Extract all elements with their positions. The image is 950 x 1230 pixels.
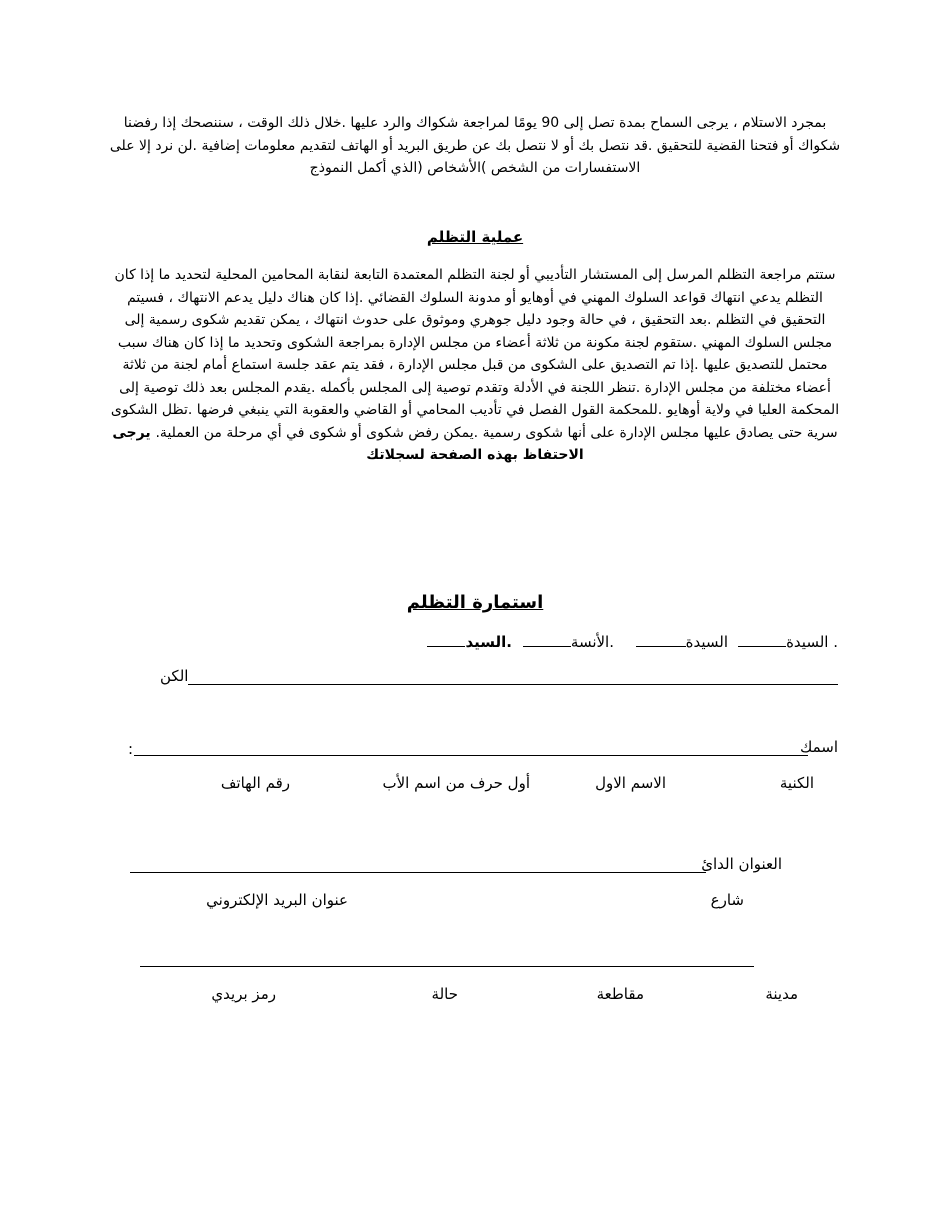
- email-caption: عنوان البريد الإلكتروني: [206, 891, 348, 909]
- process-title: عملية التظلم: [426, 228, 524, 246]
- honorific-miss-label: .الأنسة: [570, 633, 614, 651]
- city-state-zip-field[interactable]: [140, 966, 754, 967]
- city-caption: مدينة: [765, 985, 798, 1003]
- process-text: ستتم مراجعة التظلم المرسل إلى المستشار التأديبي أو لجنة التظلم المعتمدة التابعة لنقابة المحامين المحلية لتحديد ما إذا كان التظلم يدعي انتهاك قواعد السلوك المهني في أوهايو أو مدونة السلوك القضائي .إذا كان هناك دليل يدعم الانتهاك ، فسيتم التحقيق في التظلم .بعد التحقيق ، في حالة وجود دليل جوهري وموثوق على حدوث انتهاك ، يمكن تقديم شكوى رسمية إلى مجلس السلوك المهني .ستقوم لجنة مكونة من ثلاثة أعضاء من مجلس الإدارة بمراجعة الشكوى وتحديد ما إذا كان هناك سبب محتمل للتصديق عليها .إذا تم التصديق على الشكوى من قبل مجلس الإدارة ، فقد يتم عقد جلسة استماع أمام لجنة من ثلاثة أعضاء مختلفة من مجلس الإدارة .تنظر اللجنة في الأدلة وتقدم توصية إلى المجلس بأكمله .يقدم المجلس بعد ذلك توصية إلى المحكمة العليا في ولاية أوهايو .للمحكمة القول الفصل في تأديب المحامي أو القاضي والعقوبة التي ينبغي فرضها .تظل الشكوى سرية حتى يصادق عليها مجلس الإدارة على أنها شكوى رسمية .يمكن رفض شكوى أو شكوى في أي مرحلة من العملية.: [110, 267, 840, 441]
- honorific-mr-blank[interactable]: [427, 632, 465, 647]
- name-field[interactable]: [134, 755, 808, 756]
- honorific-mrs-label: . السيدة: [786, 633, 838, 651]
- last-name-caption: الكنية: [779, 774, 814, 792]
- honorific-ms-label: السيدة: [685, 633, 728, 651]
- address-field[interactable]: [130, 872, 706, 873]
- name-label: اسمك: [799, 738, 838, 756]
- address-label: العنوان الدائ: [701, 855, 782, 873]
- alt-name-field[interactable]: [188, 684, 838, 685]
- honorific-ms-blank[interactable]: [636, 632, 686, 647]
- intro-paragraph: بمجرد الاستلام ، يرجى السماح بمدة تصل إلى 90 يومًا لمراجعة شكواك والرد عليها .خلال ذلك الوقت ، سننصحك إذا رفضنا شكواك أو فتحنا القضية للتحقيق .قد نتصل بك أو لا نتصل بك عن طريق البريد أو الهاتف لتقديم معلومات إضافية .لن نرد إلا على الاستفسارات من الشخص )الأشخاص (الذي أكمل النموذج: [109, 115, 841, 176]
- form-title: استمارة التظلم: [406, 592, 544, 613]
- first-name-caption: الاسم الاول: [595, 774, 666, 792]
- phone-caption: رقم الهاتف: [220, 774, 290, 792]
- state-caption: حالة: [431, 985, 458, 1003]
- keep-page-note: يرجى الاحتفاظ بهذه الصفحة لسجلاتك: [112, 424, 584, 463]
- honorific-mrs-blank[interactable]: [738, 632, 786, 647]
- zip-caption: رمز بريدي: [211, 985, 276, 1003]
- middle-initial-caption: أول حرف من اسم الأب: [382, 774, 530, 792]
- county-caption: مقاطعة: [596, 985, 644, 1003]
- street-caption: شارع: [710, 891, 744, 909]
- alt-name-label: الكن: [160, 667, 189, 685]
- honorific-mr-option[interactable]: [427, 632, 512, 651]
- honorific-miss-blank[interactable]: [523, 632, 571, 647]
- honorific-mr-label: .السيد: [465, 633, 512, 651]
- name-end-colon: :: [128, 740, 134, 758]
- honorific-ms-option[interactable]: [636, 632, 728, 651]
- honorific-miss-option[interactable]: [523, 632, 614, 651]
- honorific-mrs-option[interactable]: [738, 632, 838, 651]
- process-paragraph: [110, 264, 840, 467]
